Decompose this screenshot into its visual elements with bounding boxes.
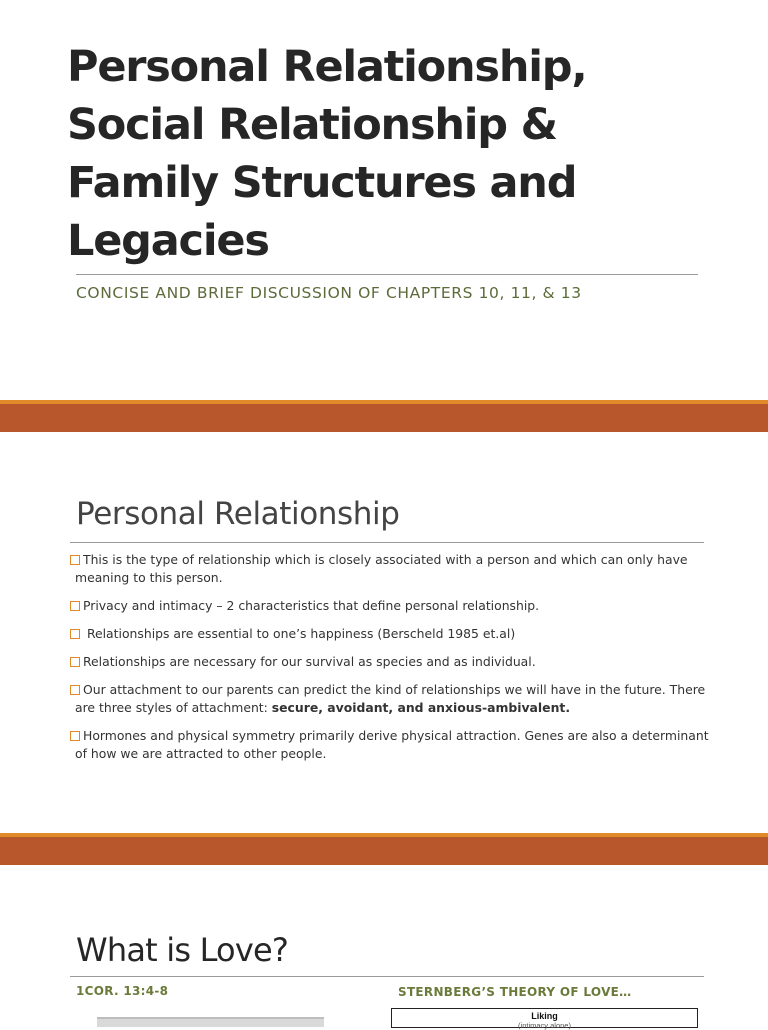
personal-relationship-slide	[0, 432, 768, 833]
slide-separator-band	[0, 400, 768, 432]
theory-label: STERNBERG’S THEORY OF LOVE…	[398, 985, 632, 999]
checkbox-bullet-icon	[70, 657, 80, 667]
bullet-text: Hormones and physical symmetry primarily derive physical attraction. Genes are also a determinant of how we are attracted to other people.	[75, 728, 709, 761]
list-item	[70, 653, 720, 671]
bullet-text: This is the type of relationship which is closely associated with a person and which can only have meaning to this person.	[75, 552, 688, 585]
slide-separator-accent	[0, 400, 768, 404]
title-line: Family Structures and	[67, 158, 577, 208]
bullet-text: Relationships are necessary for our survival as species and as individual.	[83, 654, 536, 669]
list-item	[70, 681, 720, 717]
title-slide	[0, 0, 768, 400]
bullet-text: Privacy and intimacy – 2 characteristics that define personal relationship.	[83, 598, 540, 613]
title-line: Personal Relationship,	[67, 42, 587, 92]
checkbox-bullet-icon	[70, 685, 80, 695]
attachment-styles-text: secure, avoidant, and anxious-ambivalent.	[271, 700, 571, 715]
list-item	[70, 727, 720, 763]
slide-heading: What is Love?	[76, 931, 289, 969]
heading-divider	[70, 542, 704, 543]
presentation-title	[67, 38, 727, 270]
title-line: Legacies	[67, 216, 269, 266]
bullet-list	[70, 551, 720, 773]
heading-divider	[70, 976, 704, 977]
slide-separator-accent	[0, 833, 768, 837]
checkbox-bullet-icon	[70, 555, 80, 565]
presentation-subtitle: CONCISE AND BRIEF DISCUSSION OF CHAPTERS 10, 11, & 13	[76, 284, 582, 302]
title-divider	[76, 274, 698, 275]
diagram-sublabel: (intimacy alone)	[518, 1021, 571, 1030]
checkbox-bullet-icon	[70, 629, 80, 639]
bullet-text: Relationships are essential to one’s happiness (Berscheld 1985 et.al)	[83, 626, 516, 641]
list-item	[70, 625, 720, 643]
checkbox-bullet-icon	[70, 731, 80, 741]
scripture-reference: 1COR. 13:4-8	[76, 984, 169, 998]
list-item	[70, 597, 720, 615]
what-is-love-slide	[0, 865, 768, 1030]
title-line: Social Relationship &	[67, 100, 557, 150]
bullet-text: Our attachment to our parents can predict the kind of relationships we will have in the future. There are three styles of attachment:	[75, 682, 706, 715]
slide-separator-band	[0, 833, 768, 865]
diagram-label: Liking	[531, 1011, 558, 1021]
slide-heading: Personal Relationship	[76, 496, 400, 532]
scripture-image	[97, 1017, 324, 1027]
list-item	[70, 551, 720, 587]
love-triangle-diagram	[391, 1008, 698, 1028]
checkbox-bullet-icon	[70, 601, 80, 611]
